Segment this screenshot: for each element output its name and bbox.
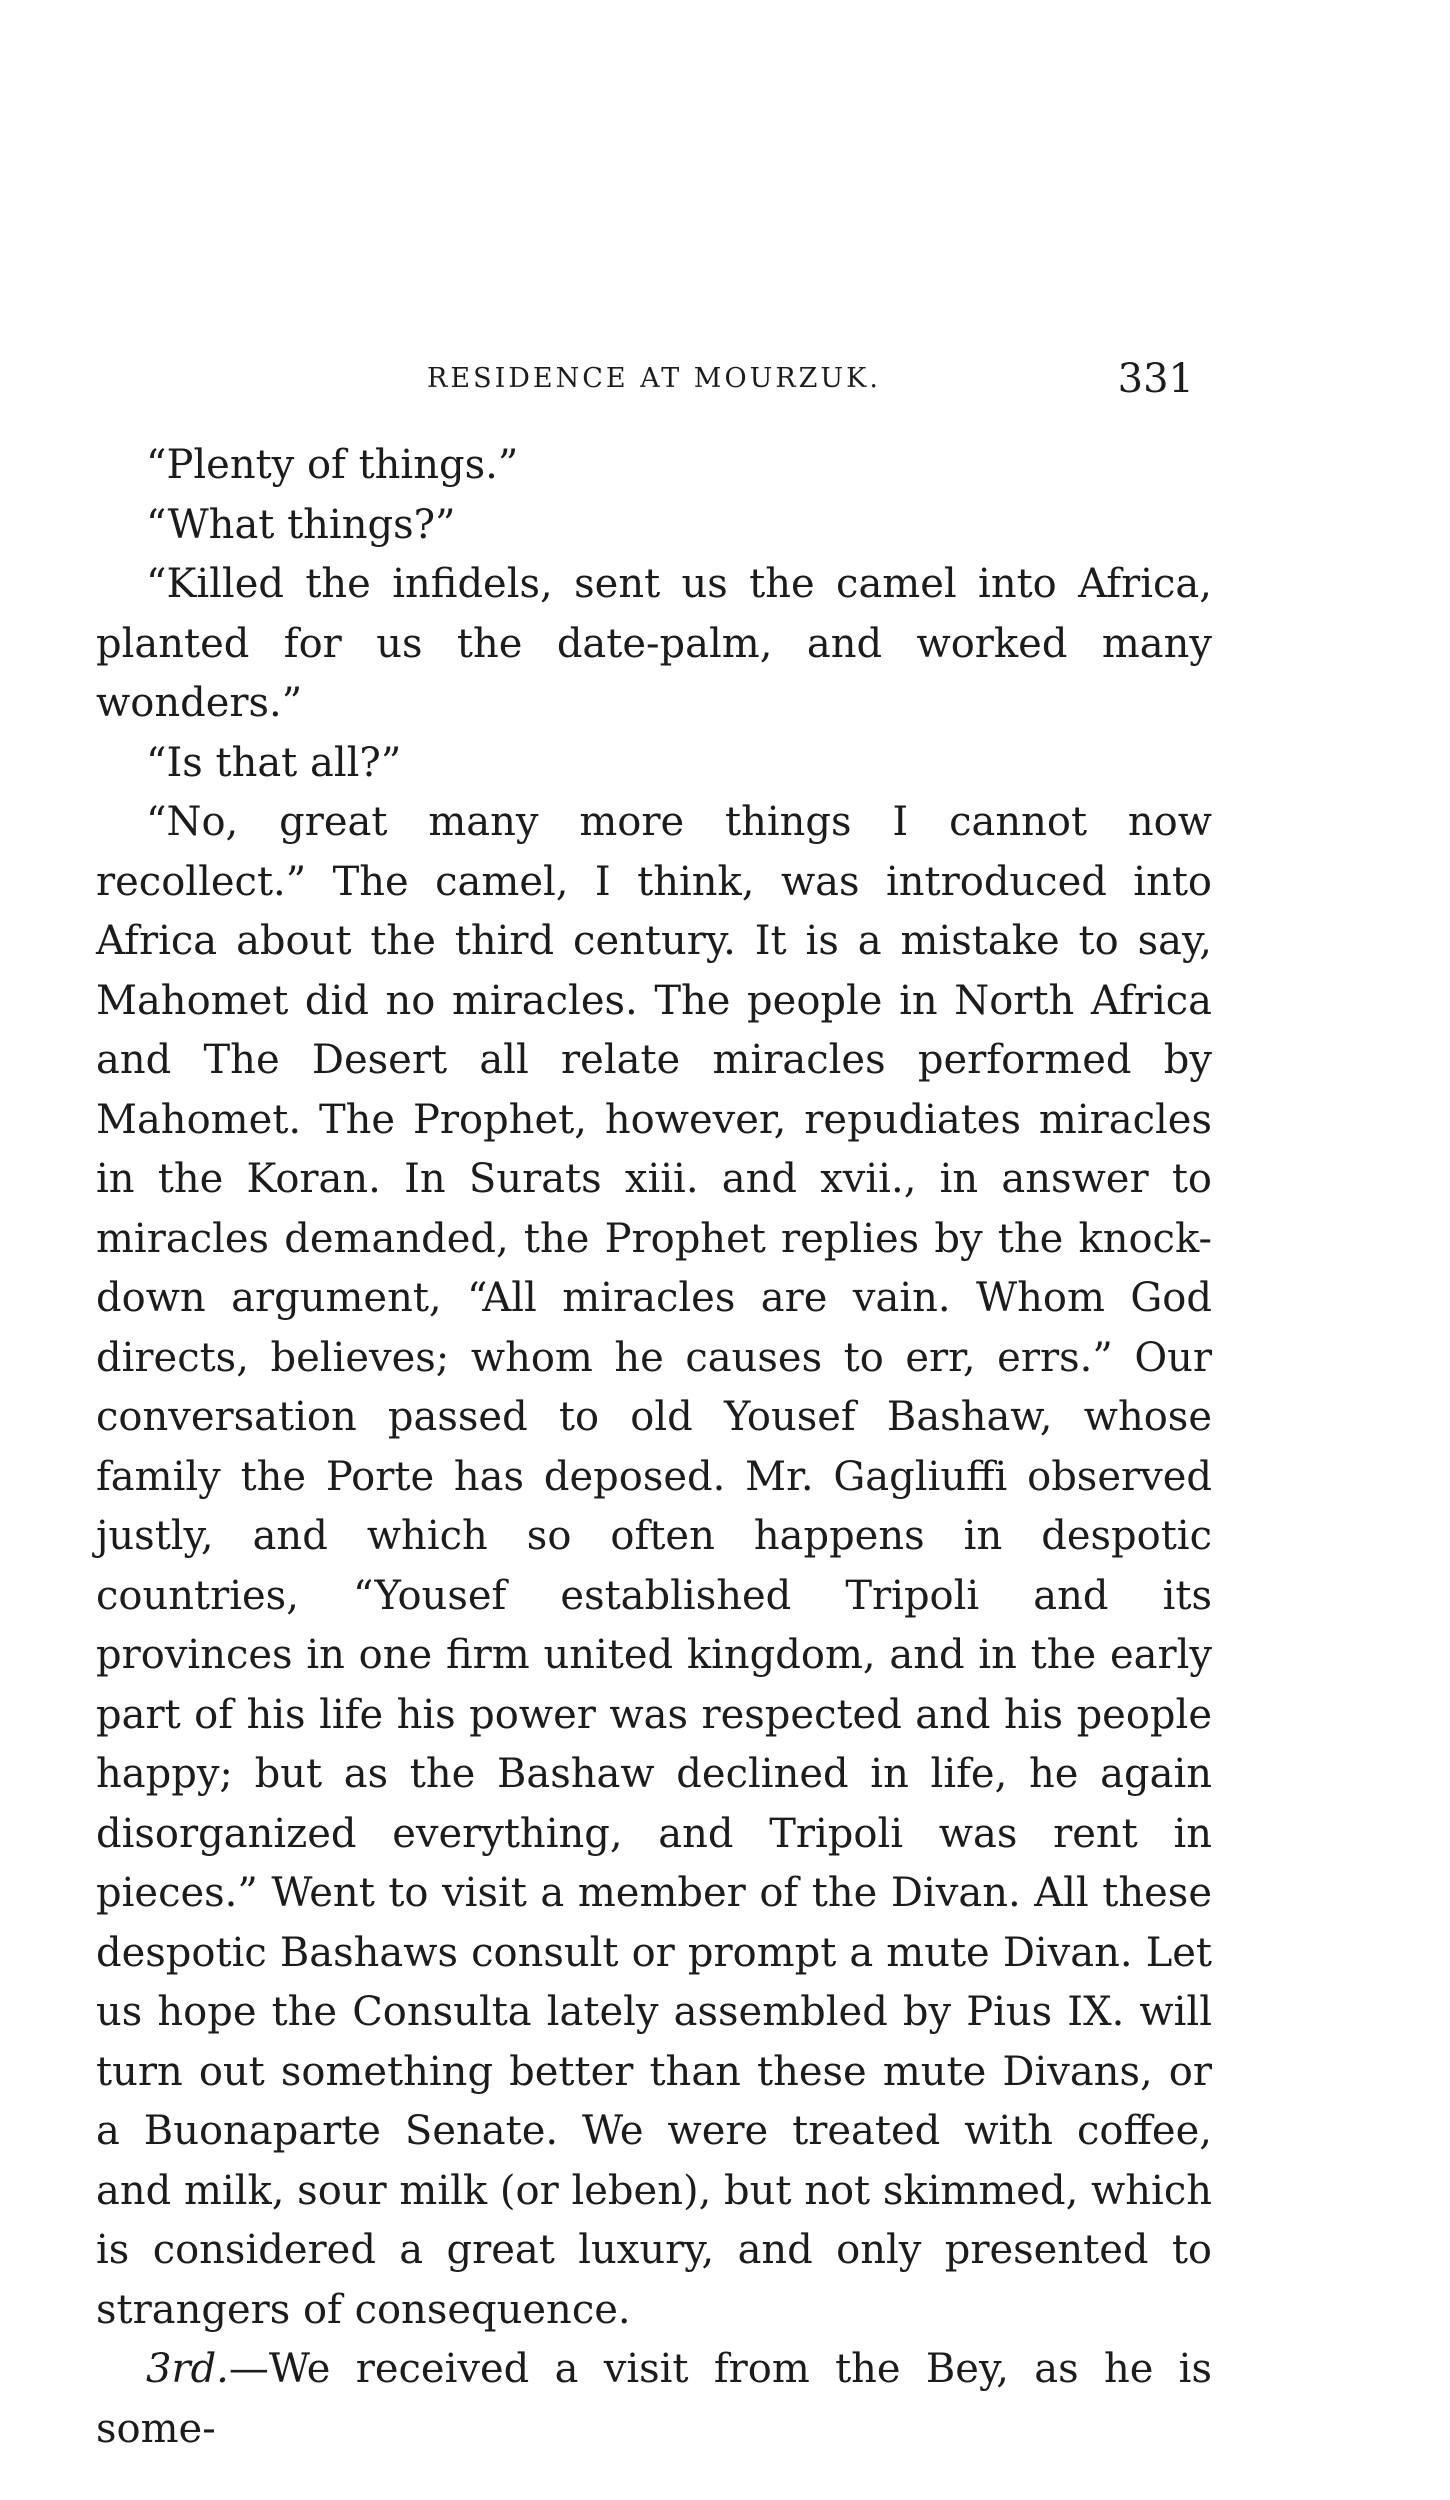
running-head: RESIDENCE AT MOURZUK.: [427, 363, 881, 394]
date-label: 3rd.: [146, 2346, 229, 2392]
page-header: [96, 354, 1212, 404]
page-number: 331: [1117, 356, 1194, 402]
page-body: [96, 436, 1212, 2459]
paragraph: “Plenty of things.”: [146, 442, 519, 488]
final-paragraph: [96, 2340, 1212, 2459]
paragraph: “Is that all?”: [146, 739, 402, 786]
paragraph: “Killed the infidels, sent us the camel into Africa, planted for us the date-palm, and worked many wonders.”: [96, 561, 1212, 726]
final-paragraph-text: —We received a visit from the Bey, as he is some-: [96, 2346, 1212, 2452]
paragraph: “What things?”: [146, 501, 456, 548]
paragraph: “No, great many more things I cannot now recollect.” The camel, I think, was introduced into Africa about the third century. It is a mistake to say, Mahomet did no miracles. The people in North Africa and The Desert all relate miracles performed by Mahomet. The Prophet, however, repudiates miracles in the Koran. In Surats xiii. and xvii., in answer to miracles demanded, the Prophet replies by the knock-down argument, “All miracles are vain. Whom God directs, believes; whom he causes to err, errs.” Our conversation passed to old Yousef Bashaw, whose family the Porte has deposed. Mr. Gagliuffi observed justly, and which so often happens in despotic countries, “Yousef established Tripoli and its provinces in one firm united kingdom, and in the early part of his life his power was respected and his people happy; but as the Bashaw declined in life, he again disorganized everything, and Tripoli was rent in pieces.” Went to visit a member of the Divan. All these despotic Bashaws consult or prompt a mute Divan. Let us hope the Consulta lately assembled by Pius IX. will turn out something better than these mute Divans, or a Buonaparte Senate. We were treated with coffee, and milk, sour milk (or leben), but not skimmed, which is considered a great luxury, and only presented to strangers of consequence.: [96, 799, 1212, 2333]
